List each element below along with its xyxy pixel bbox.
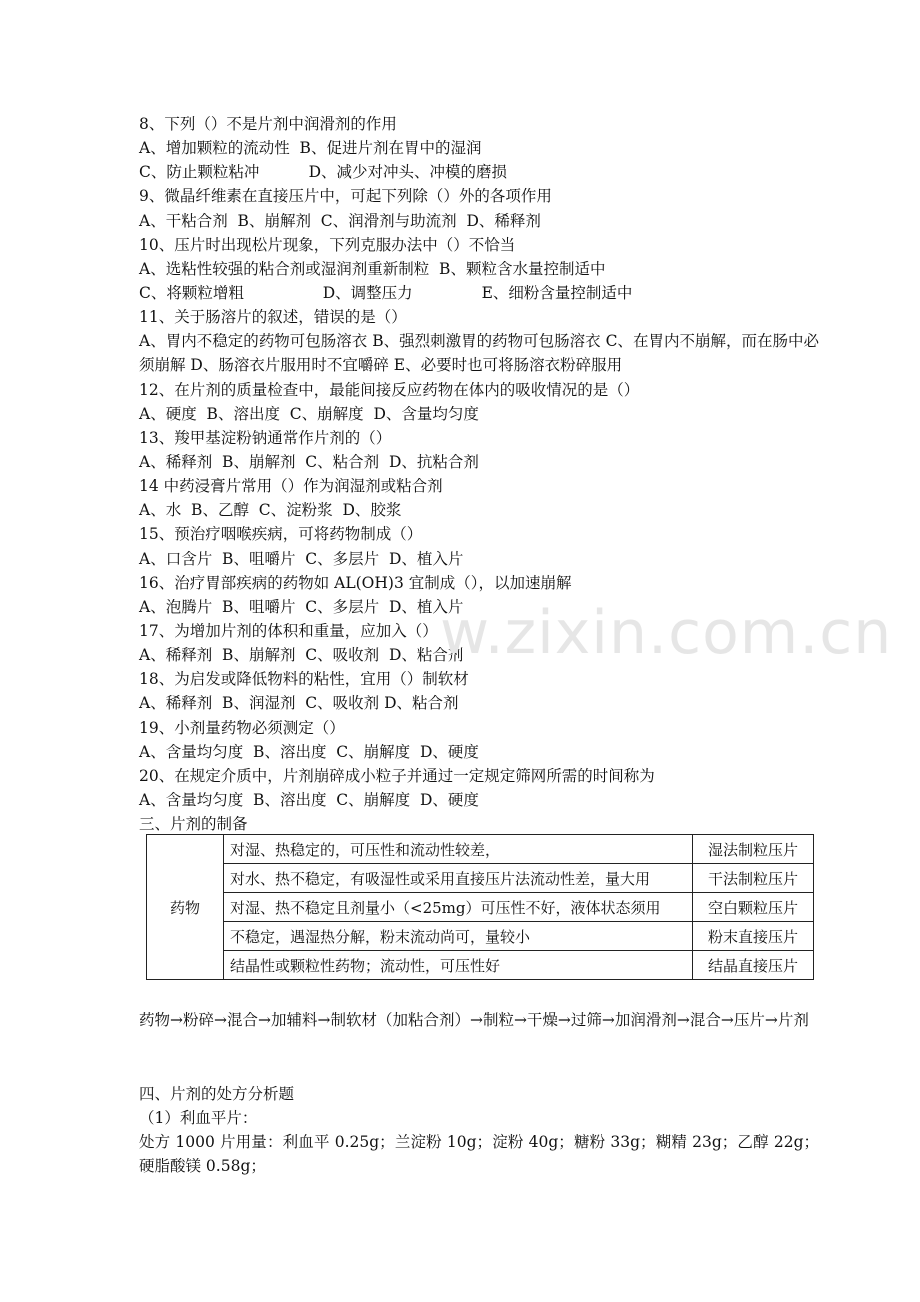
question-line: 12、在片剂的质量检查中，最能间接反应药物在体内的吸收情况的是（）: [139, 380, 640, 399]
method-cell: 干法制粒压片: [693, 864, 814, 893]
table-row: [147, 835, 814, 864]
question-line: 9、微晶纤维素在直接压片中，可起下列除（）外的各项作用: [139, 187, 552, 206]
question-line: 16、治疗胃部疾病的药物如 AL(OH)3 宜制成（），以加速崩解: [139, 573, 572, 592]
table-row: [147, 893, 814, 922]
option-line: C、防止颗粒粘冲 D、减少对冲头、冲模的磨损: [139, 163, 508, 182]
question-line: 20、在规定介质中，片剂崩碎成小粒子并通过一定规定筛网所需的时间称为: [139, 766, 655, 785]
option-line: A、选粘性较强的粘合剂或湿润剂重新制粒 B、颗粒含水量控制适中: [139, 259, 606, 278]
option-line: A、干粘合剂 B、崩解剂 C、润滑剂与助流剂 D、稀释剂: [139, 211, 541, 230]
question-line: 14 中药浸膏片常用（）作为润湿剂或粘合剂: [139, 477, 443, 496]
q11-options: A、胃内不稳定的药物可包肠溶衣 B、强烈刺激胃的药物可包肠溶衣 C、在胃内不崩解，而在肠中必须崩解 D、肠溶衣片服用时不宜嚼碎 E、必要时也可将肠溶衣粉碎服用: [139, 332, 819, 375]
process-flow: 药物→粉碎→混合→加辅料→制软材（加粘合剂）→制粒→干燥→过筛→加润滑剂→混合→压片→片剂: [139, 1011, 809, 1029]
tablet-preparation-table: [146, 834, 814, 980]
question-line: 19、小剂量药物必须测定（）: [139, 718, 345, 737]
question-line: 15、预治疗咽喉疾病，可将药物制成（）: [139, 525, 423, 544]
table-row: [147, 951, 814, 980]
question-line: 10、压片时出现松片现象，下列克服办法中（）不恰当: [139, 235, 516, 254]
question-list: [139, 112, 819, 836]
option-line: A、含量均匀度 B、溶出度 C、崩解度 D、硬度: [139, 790, 479, 809]
option-line: A、稀释剂 B、崩解剂 C、粘合剂 D、抗粘合剂: [139, 453, 479, 471]
option-line: A、稀释剂 B、润湿剂 C、吸收剂 D、粘合剂: [139, 694, 459, 713]
method-cell: 结晶直接压片: [693, 951, 814, 980]
question-line: 17、为增加片剂的体积和重量，应加入（）: [139, 621, 438, 640]
watermark: w.zixin.com.cn: [440, 598, 893, 668]
property-cell: 不稳定，遇湿热分解，粉末流动尚可，量较小: [224, 922, 693, 951]
subheading: （1）利血平片：: [139, 1109, 258, 1128]
option-line: C、将颗粒增粗 D、调整压力 E、细粉含量控制适中: [139, 283, 633, 302]
property-cell: 对湿、热不稳定且剂量小（<25mg）可压性不好，液体状态须用: [224, 893, 693, 922]
question-line: 8、下列（）不是片剂中润滑剂的作用: [139, 115, 397, 133]
table-row: [147, 922, 814, 951]
option-line: A、水 B、乙醇 C、淀粉浆 D、胶浆: [139, 501, 402, 520]
drug-cell: 药物: [147, 835, 224, 980]
formula-text: 处方 1000 片用量：利血平 0.25g；兰淀粉 10g；淀粉 40g；糖粉 33g；糊精 23g；乙醇 22g；硬脂酸镁 0.58g；: [139, 1133, 819, 1176]
section-heading: 三、片剂的制备: [139, 815, 248, 834]
option-line: A、口含片 B、咀嚼片 C、多层片 D、植入片: [139, 549, 464, 568]
section-four: [139, 1082, 819, 1179]
property-cell: 对湿、热稳定的，可压性和流动性较差，: [224, 835, 693, 864]
option-line: A、硬度 B、溶出度 C、崩解度 D、含量均匀度: [139, 404, 479, 423]
method-cell: 粉末直接压片: [693, 922, 814, 951]
property-cell: 结晶性或颗粒性药物；流动性，可压性好: [224, 951, 693, 980]
method-cell: 空白颗粒压片: [693, 893, 814, 922]
question-line: 13、羧甲基淀粉钠通常作片剂的（）: [139, 428, 392, 447]
option-line: A、泡腾片 B、咀嚼片 C、多层片 D、植入片: [139, 597, 464, 616]
option-line: A、增加颗粒的流动性 B、促进片剂在胃中的湿润: [139, 139, 482, 158]
option-line: A、含量均匀度 B、溶出度 C、崩解度 D、硬度: [139, 742, 479, 761]
property-cell: 对水、热不稳定，有吸湿性或采用直接压片法流动性差，量大用: [224, 864, 693, 893]
method-cell: 湿法制粒压片: [693, 835, 814, 864]
table-row: [147, 864, 814, 893]
question-line: 18、为启发或降低物料的粘性，宜用（）制软材: [139, 670, 469, 689]
option-line: A、稀释剂 B、崩解剂 C、吸收剂 D、粘合剂: [139, 646, 464, 665]
section-heading: 四、片剂的处方分析题: [139, 1085, 295, 1103]
question-line: 11、关于肠溶片的叙述，错误的是（）: [139, 308, 407, 327]
